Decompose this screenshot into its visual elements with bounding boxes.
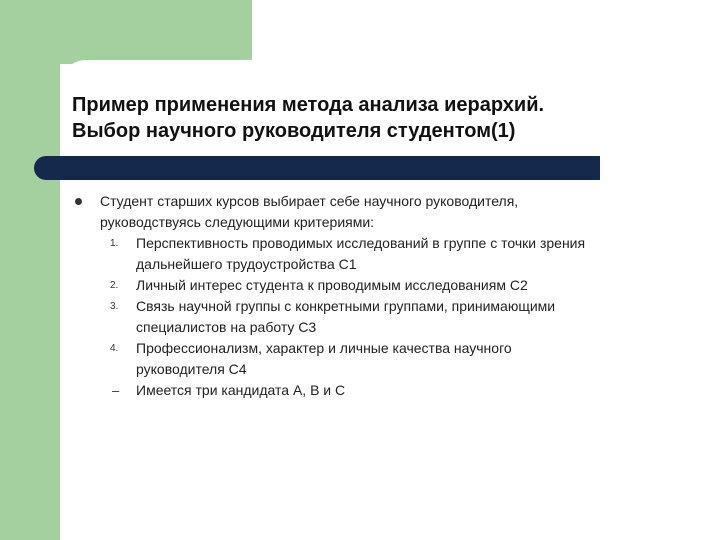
green-accent-left bbox=[0, 0, 60, 540]
criteria-text: дальнейшего трудоустройства С1 bbox=[136, 256, 357, 272]
bullet-dot-icon bbox=[75, 198, 82, 205]
title-line-2: Выбор научного руководителя студентом(1) bbox=[72, 120, 516, 142]
slide-title bbox=[72, 92, 692, 144]
criteria-marker: – bbox=[112, 383, 120, 398]
criteria-marker: 3. bbox=[110, 301, 119, 312]
criteria-text: специалистов на работу С3 bbox=[136, 319, 317, 335]
bullet-text-line-2: руководствуясь следующими критериями: bbox=[100, 214, 375, 230]
bullet-text-line-1: Студент старших курсов выбирает себе научного руководителя, bbox=[100, 193, 519, 209]
criteria-text: Профессионализм, характер и личные качества научного bbox=[136, 340, 512, 356]
title-divider-bar bbox=[34, 156, 600, 180]
criteria-list bbox=[72, 233, 682, 401]
criteria-marker: 1. bbox=[110, 238, 119, 249]
criteria-marker: 2. bbox=[110, 280, 119, 291]
criteria-item bbox=[72, 338, 682, 380]
criteria-item bbox=[72, 380, 682, 401]
main-bullet bbox=[72, 191, 682, 233]
criteria-item bbox=[72, 296, 682, 338]
criteria-item bbox=[72, 233, 682, 275]
criteria-text: руководителя С4 bbox=[136, 361, 247, 377]
criteria-item bbox=[72, 275, 682, 296]
title-line-1: Пример применения метода анализа иерархий. bbox=[72, 94, 545, 116]
slide-content bbox=[72, 191, 682, 401]
criteria-text: Имеется три кандидата А, В и С bbox=[136, 382, 346, 398]
criteria-text: Связь научной группы с конкретными группами, принимающими bbox=[136, 298, 556, 314]
criteria-text: Перспективность проводимых исследований в группе с точки зрения bbox=[136, 235, 586, 251]
criteria-text: Личный интерес студента к проводимым исследованиям С2 bbox=[136, 277, 528, 293]
criteria-marker: 4. bbox=[110, 343, 119, 354]
